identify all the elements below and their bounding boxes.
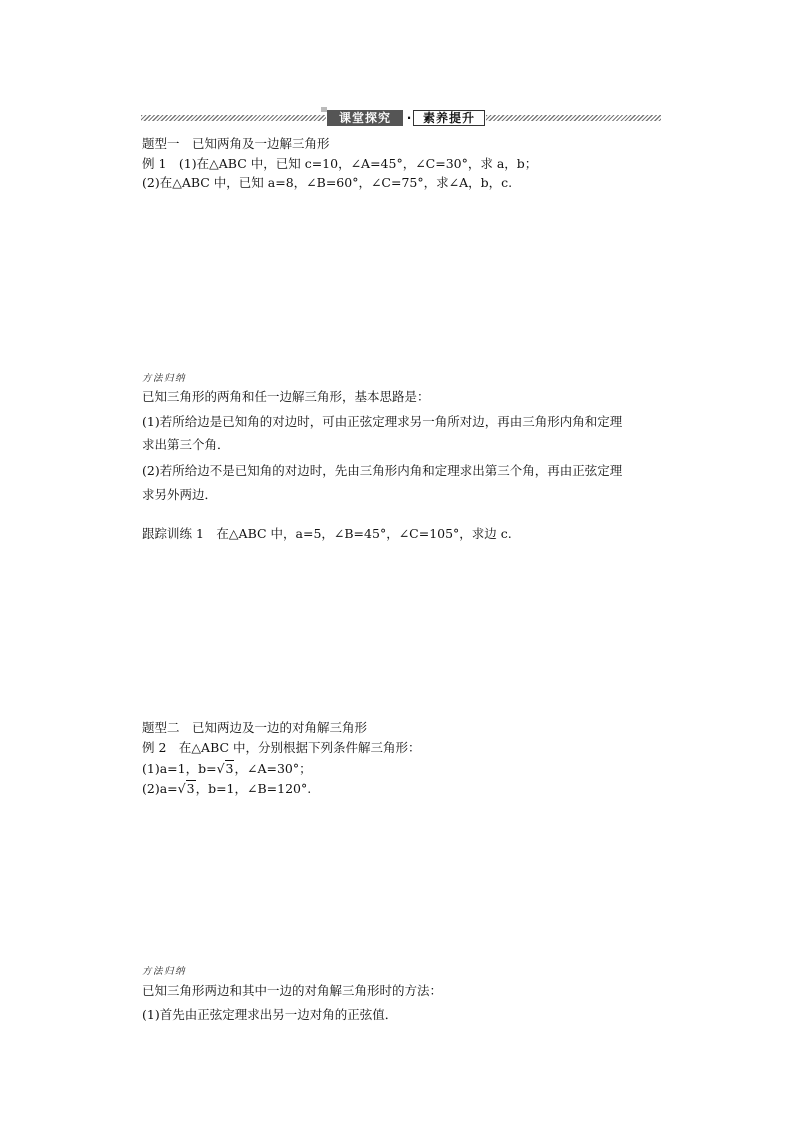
example1-line2: (2)在△ABC 中，已知 a=8，∠B=60°，∠C=75°，求∠A，b，c. (142, 175, 513, 190)
method-label-2: 方法归纳 (142, 966, 187, 977)
sqrt-symbol: √3 (216, 761, 234, 776)
example2-line2 (142, 759, 312, 777)
banner-separator: · (406, 111, 412, 125)
example2-line1: 例 2 在△ABC 中，分别根据下列条件解三角形： (142, 740, 421, 755)
method2-p1: (1)首先由正弦定理求出另一边对角的正弦值． (142, 1007, 398, 1022)
banner-stripe-right (486, 115, 661, 121)
type1-heading: 题型一 已知两角及一边解三角形 (142, 136, 330, 151)
type2-heading: 题型二 已知两边及一边的对角解三角形 (142, 720, 368, 735)
method1-p2a: (2)若所给边不是已知角的对边时，先由三角形内角和定理求出第三个角，再由正弦定理 (142, 463, 623, 478)
method1-p2b: 求另外两边． (142, 487, 218, 502)
banner-left-label: 课堂探究 (327, 110, 403, 126)
section-banner (141, 110, 661, 126)
example1-line1: 例 1 (1)在△ABC 中，已知 c=10，∠A=45°，∠C=30°，求 a，b； (142, 156, 538, 171)
example2-line2-pre: (1)a=1，b= (142, 761, 217, 776)
example2-line3-pre: (2)a= (142, 781, 178, 796)
sqrt-radicand: 3 (186, 781, 195, 796)
method1-p1b: 求出第三个角． (142, 437, 230, 452)
example2-line3-post: ，b=1，∠B=120°. (195, 781, 312, 796)
example2-line3 (142, 779, 311, 797)
method-label-1: 方法归纳 (142, 373, 187, 384)
banner-right-label: 素养提升 (413, 110, 485, 126)
method1-intro: 已知三角形的两角和任一边解三角形，基本思路是： (142, 389, 430, 404)
sqrt-symbol: √3 (177, 781, 195, 796)
example2-line2-post: ，∠A=30°； (234, 761, 312, 776)
banner-title (327, 110, 485, 126)
method2-intro: 已知三角形两边和其中一边的对角解三角形时的方法： (142, 983, 443, 998)
banner-stripe-left (141, 115, 326, 121)
sqrt-radicand: 3 (225, 761, 234, 776)
method1-p1a: (1)若所给边是已知角的对边时，可由正弦定理求另一角所对边，再由三角形内角和定理 (142, 414, 623, 429)
practice1: 跟踪训练 1 在△ABC 中，a=5，∠B=45°，∠C=105°，求边 c. (142, 526, 512, 541)
